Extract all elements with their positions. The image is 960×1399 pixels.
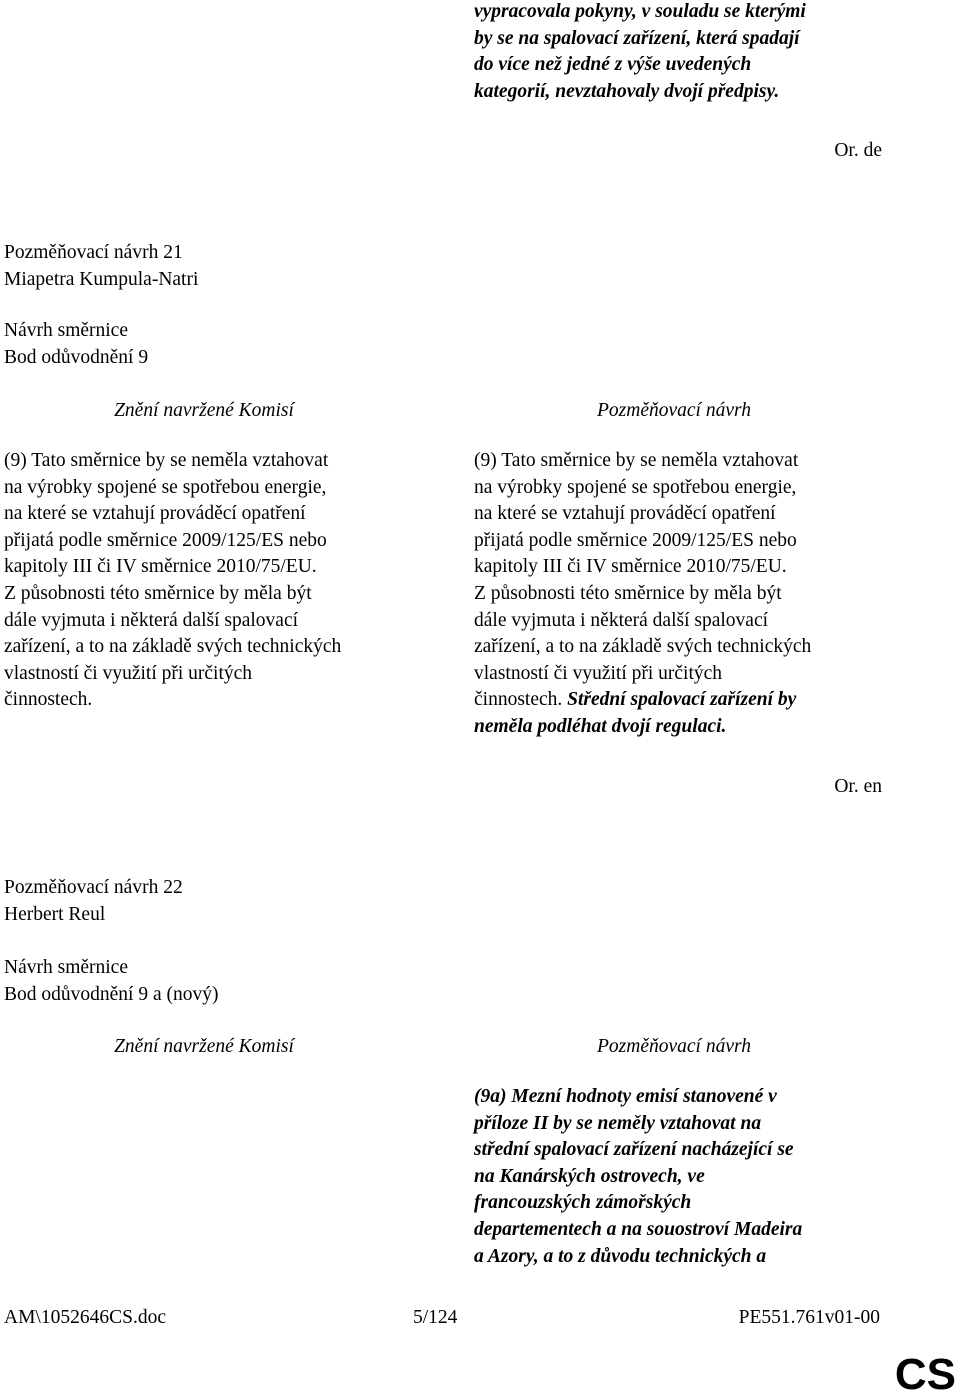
text-line: dále vyjmuta i některá další spalovací xyxy=(4,609,299,631)
amendment-author: Herbert Reul xyxy=(4,903,106,925)
amendment-number: Pozměňovací návrh 21 xyxy=(4,242,183,263)
text-line: departementech a na souostroví Madeira xyxy=(474,1218,803,1240)
text-line: a Azory, a to z důvodu technických a xyxy=(474,1245,767,1267)
proposal-type: Návrh směrnice xyxy=(4,957,128,978)
amendment-22-target xyxy=(4,955,218,1008)
proposal-type: Návrh směrnice xyxy=(4,320,128,341)
text-line: přijatá podle směrnice 2009/125/ES nebo xyxy=(4,529,327,551)
continuation-text xyxy=(474,0,806,105)
footer-doc-reference: AM\1052646CS.doc xyxy=(4,1307,166,1328)
text-line: na Kanárských ostrovech, ve xyxy=(474,1165,705,1187)
recital-reference: Bod odůvodnění 9 xyxy=(4,346,149,368)
text-line xyxy=(474,687,811,714)
text-line: přijatá podle směrnice 2009/125/ES nebo xyxy=(474,529,797,551)
amendment-author: Miapetra Kumpula-Natri xyxy=(4,268,199,290)
footer-pe-reference: PE551.761v01-00 xyxy=(738,1307,880,1328)
column-header-commission-text: Znění navržené Komisí xyxy=(114,400,294,421)
column-header-commission-text: Znění navržené Komisí xyxy=(114,1036,294,1057)
text-line: Z působnosti této směrnice by měla být xyxy=(474,582,782,604)
text-line: Z působnosti této směrnice by měla být xyxy=(4,582,312,604)
amendment-21-target xyxy=(4,318,148,371)
original-language-de: Or. de xyxy=(834,140,882,161)
text-line: vlastností či využití při určitých xyxy=(4,662,253,684)
continuation-line: kategorií, nevztahovaly dvojí předpisy. xyxy=(474,80,780,102)
text-line: na které se vztahují prováděcí opatření xyxy=(4,503,306,525)
amendment-21-header xyxy=(4,240,198,293)
footer-language-code: CS xyxy=(894,1350,956,1399)
text-line: dále vyjmuta i některá další spalovací xyxy=(474,609,769,631)
text-line: střední spalovací zařízení nacházející se xyxy=(474,1139,794,1161)
text-line: kapitoly III či IV směrnice 2010/75/EU. xyxy=(474,556,787,578)
recital-reference: Bod odůvodnění 9 a (nový) xyxy=(4,983,219,1005)
original-language-en: Or. en xyxy=(834,776,882,797)
continuation-line: by se na spalovací zařízení, která spadají xyxy=(474,27,800,49)
amended-text-recital-9 xyxy=(474,448,811,741)
column-header-amendment: Pozměňovací návrh xyxy=(597,400,751,421)
continuation-line: do více než jedné z výše uvedených xyxy=(474,54,752,76)
text-line: činnostech. xyxy=(4,689,93,711)
text-plain: činnostech. xyxy=(474,689,568,711)
continuation-line: vypracovala pokyny, v souladu se kterými xyxy=(474,1,806,22)
text-line: francouzských zámořských xyxy=(474,1192,692,1214)
text-line: na které se vztahují prováděcí opatření xyxy=(474,503,776,525)
text-line: příloze II by se neměly vztahovat na xyxy=(474,1112,762,1134)
text-line: kapitoly III či IV směrnice 2010/75/EU. xyxy=(4,556,317,578)
amendment-22-header xyxy=(4,875,183,928)
commission-text-recital-9 xyxy=(4,448,341,714)
text-line: (9) Tato směrnice by se neměla vztahovat xyxy=(4,450,329,471)
text-line: zařízení, a to na základě svých technických xyxy=(474,636,812,658)
amended-text-recital-9a xyxy=(474,1084,802,1270)
text-line: (9) Tato směrnice by se neměla vztahovat xyxy=(474,450,799,471)
amendment-number: Pozměňovací návrh 22 xyxy=(4,877,183,898)
text-line: zařízení, a to na základě svých technických xyxy=(4,636,342,658)
text-line: (9a) Mezní hodnoty emisí stanovené v xyxy=(474,1086,777,1107)
text-line: na výrobky spojené se spotřebou energie, xyxy=(474,476,797,498)
text-line: na výrobky spojené se spotřebou energie, xyxy=(4,476,327,498)
text-line: vlastností či využití při určitých xyxy=(474,662,723,684)
footer-page-number: 5/124 xyxy=(413,1307,458,1328)
text-added-bold-line: neměla podléhat dvojí regulaci. xyxy=(474,715,727,737)
column-header-amendment: Pozměňovací návrh xyxy=(597,1036,751,1057)
text-added-bold: Střední spalovací zařízení by xyxy=(567,689,797,711)
